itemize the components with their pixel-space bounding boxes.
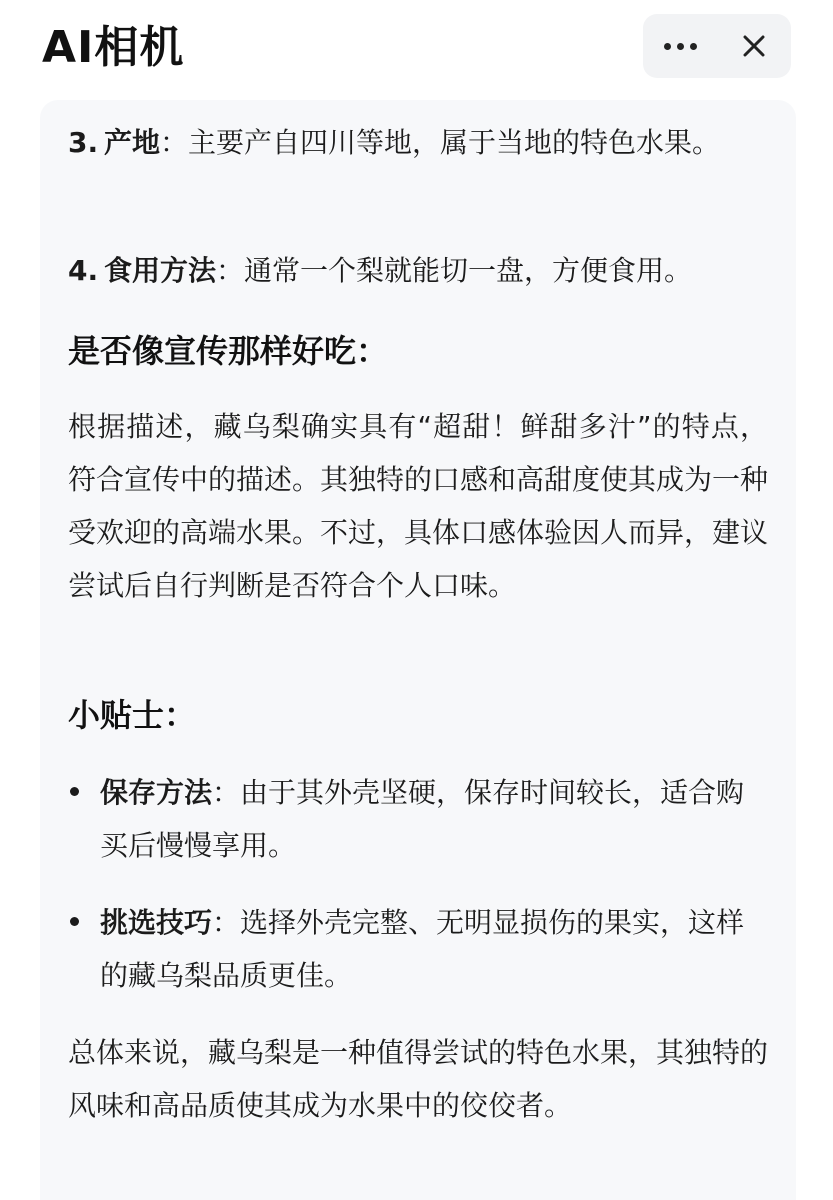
tip-text: 选择外壳完整、无明显损伤的果实，这样的藏乌梨品质更佳。 — [100, 906, 745, 992]
list-item-label: 产地 — [104, 126, 161, 159]
close-icon — [743, 35, 765, 57]
tip-text: 由于其外壳坚硬，保存时间较长，适合购买后慢慢享用。 — [100, 776, 745, 862]
more-dots-icon — [664, 43, 697, 50]
paragraph-taste: 根据描述，藏乌梨确实具有“超甜！鲜甜多汁”的特点，符合宣传中的描述。其独特的口感和高甜度使其成为一种受欢迎的高端水果。不过，具体口感体验因人而异，建议尝试后自行判断是否符合个人口味。 — [68, 410, 769, 602]
tip-sep: ： — [212, 906, 241, 939]
list-item-usage — [104, 244, 784, 297]
more-button[interactable] — [643, 14, 717, 78]
tip-label: 保存方法 — [100, 776, 213, 809]
answer-card — [40, 100, 796, 1200]
bullet-dot — [70, 917, 79, 926]
app-title: AI相机 — [42, 22, 185, 73]
close-button[interactable] — [717, 14, 791, 78]
tip-storage — [100, 766, 772, 872]
section-heading-taste: 是否像宣传那样好吃： — [68, 332, 389, 370]
list-item-text: 主要产自四川等地，属于当地的特色水果。 — [188, 126, 721, 159]
tip-sep: ： — [212, 776, 241, 809]
tip-selection — [100, 896, 772, 1002]
bullet-dot — [70, 787, 79, 796]
section-heading-tips: 小贴士： — [68, 696, 197, 734]
list-item-origin — [104, 116, 772, 169]
list-item-text: 通常一个梨就能切一盘，方便食用。 — [244, 254, 693, 287]
header-bar — [0, 0, 833, 100]
tip-label: 挑选技巧 — [100, 906, 213, 939]
mini-program-capsule — [643, 14, 791, 78]
list-item-sep: ： — [160, 126, 189, 159]
paragraph-summary: 总体来说，藏乌梨是一种值得尝试的特色水果，其独特的风味和高品质使其成为水果中的佼佼者。 — [68, 1036, 769, 1122]
list-item-label: 食用方法 — [104, 254, 217, 287]
list-number: 3. — [68, 126, 99, 159]
list-number: 4. — [68, 254, 99, 287]
list-item-sep: ： — [216, 254, 245, 287]
